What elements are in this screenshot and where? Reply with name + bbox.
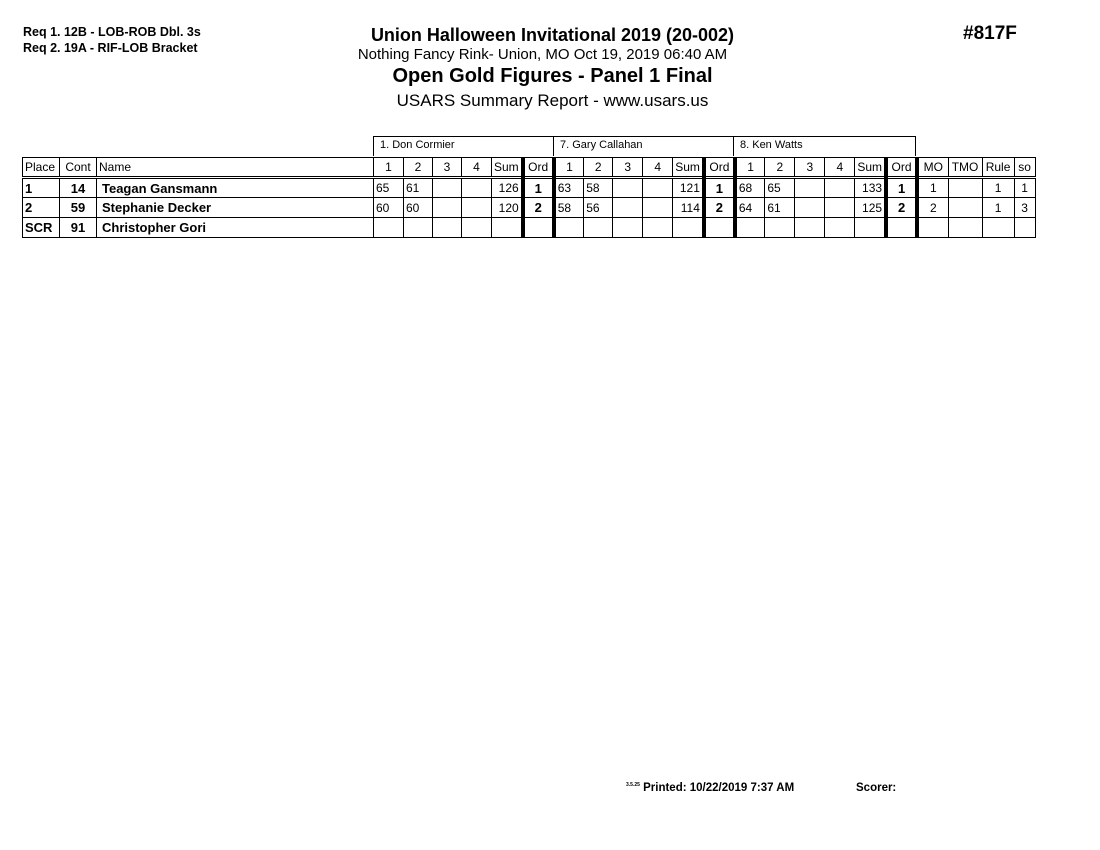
sum: 133 <box>855 178 886 198</box>
score: 64 <box>735 198 765 218</box>
skater-name: Stephanie Decker <box>97 198 374 218</box>
results-table <box>22 157 1036 238</box>
ordinal: 2 <box>886 198 917 218</box>
ordinal <box>886 218 917 238</box>
score <box>613 218 643 238</box>
judge-header-3: 8. Ken Watts <box>733 136 916 156</box>
rule <box>982 218 1014 238</box>
sum <box>492 218 523 238</box>
table-row <box>23 218 1036 238</box>
rule: 1 <box>982 178 1014 198</box>
score <box>462 218 492 238</box>
sum: 126 <box>492 178 523 198</box>
col-j3-sum: Sum <box>855 158 886 178</box>
mo: 1 <box>917 178 948 198</box>
score: 63 <box>554 178 584 198</box>
event-title: Open Gold Figures - Panel 1 Final <box>392 65 713 87</box>
sum <box>855 218 886 238</box>
sum: 120 <box>492 198 523 218</box>
col-j1-ord: Ord <box>523 158 554 178</box>
cont: 14 <box>60 178 97 198</box>
score <box>765 218 795 238</box>
table-row <box>23 178 1036 198</box>
score: 61 <box>404 178 433 198</box>
score <box>825 218 855 238</box>
score: 61 <box>765 198 795 218</box>
printed-date: Printed: 10/22/2019 7:37 AM <box>643 782 795 794</box>
score: 68 <box>735 178 765 198</box>
score <box>433 218 462 238</box>
col-j1-sum: Sum <box>492 158 523 178</box>
score: 65 <box>765 178 795 198</box>
skater-name: Christopher Gori <box>97 218 374 238</box>
col-j2-sum: Sum <box>673 158 704 178</box>
col-j2-s1: 1 <box>554 158 584 178</box>
so: 3 <box>1014 198 1035 218</box>
col-j3-ord: Ord <box>886 158 917 178</box>
ordinal: 1 <box>523 178 554 198</box>
requirement-1: Req 1. 12B - LOB-ROB Dbl. 3s <box>23 25 201 39</box>
score <box>795 178 825 198</box>
col-j1-s1: 1 <box>374 158 404 178</box>
col-mo: MO <box>917 158 948 178</box>
col-rule: Rule <box>982 158 1014 178</box>
col-place: Place <box>23 158 60 178</box>
score <box>825 198 855 218</box>
col-j2-s4: 4 <box>643 158 673 178</box>
score <box>613 178 643 198</box>
sum: 121 <box>673 178 704 198</box>
score <box>643 178 673 198</box>
score <box>584 218 613 238</box>
score <box>462 178 492 198</box>
report-title: USARS Summary Report - www.usars.us <box>396 91 709 110</box>
table-row <box>23 198 1036 218</box>
tmo <box>948 178 982 198</box>
mo: 2 <box>917 198 948 218</box>
version: 3.5.25 <box>626 782 640 788</box>
score <box>404 218 433 238</box>
score <box>643 198 673 218</box>
col-j3-s2: 2 <box>765 158 795 178</box>
score <box>643 218 673 238</box>
score <box>554 218 584 238</box>
score: 60 <box>404 198 433 218</box>
col-j3-s4: 4 <box>825 158 855 178</box>
venue-date: Nothing Fancy Rink- Union, MO Oct 19, 2019 06:40 AM <box>357 46 728 63</box>
skater-name: Teagan Gansmann <box>97 178 374 198</box>
score <box>613 198 643 218</box>
score: 58 <box>584 178 613 198</box>
place: SCR <box>23 218 60 238</box>
judge-header-2: 7. Gary Callahan <box>553 136 734 156</box>
place: 1 <box>23 178 60 198</box>
printed-footer <box>626 782 794 794</box>
so: 1 <box>1014 178 1035 198</box>
score <box>462 198 492 218</box>
score <box>795 218 825 238</box>
score <box>433 178 462 198</box>
score: 65 <box>374 178 404 198</box>
competition-title: Union Halloween Invitational 2019 (20-002) <box>370 25 735 45</box>
col-name: Name <box>97 158 374 178</box>
ordinal: 1 <box>886 178 917 198</box>
so <box>1014 218 1035 238</box>
scorer-label: Scorer: <box>856 782 897 794</box>
mo <box>917 218 948 238</box>
col-tmo: TMO <box>948 158 982 178</box>
requirement-2: Req 2. 19A - RIF-LOB Bracket <box>23 41 198 55</box>
score <box>825 178 855 198</box>
ordinal: 2 <box>523 198 554 218</box>
ordinal: 2 <box>704 198 735 218</box>
rule: 1 <box>982 198 1014 218</box>
col-j2-s3: 3 <box>613 158 643 178</box>
col-j3-s1: 1 <box>735 158 765 178</box>
judge-header-1: 1. Don Cormier <box>373 136 554 156</box>
col-cont: Cont <box>60 158 97 178</box>
score: 60 <box>374 198 404 218</box>
col-j1-s3: 3 <box>433 158 462 178</box>
ordinal <box>704 218 735 238</box>
col-so: so <box>1014 158 1035 178</box>
tmo <box>948 218 982 238</box>
cont: 59 <box>60 198 97 218</box>
sum: 125 <box>855 198 886 218</box>
header-row <box>23 158 1036 178</box>
score <box>735 218 765 238</box>
sum <box>673 218 704 238</box>
col-j3-s3: 3 <box>795 158 825 178</box>
score <box>374 218 404 238</box>
col-j1-s4: 4 <box>462 158 492 178</box>
score <box>433 198 462 218</box>
event-number: #817F <box>963 23 1017 44</box>
score: 58 <box>554 198 584 218</box>
place: 2 <box>23 198 60 218</box>
cont: 91 <box>60 218 97 238</box>
ordinal <box>523 218 554 238</box>
col-j2-s2: 2 <box>584 158 613 178</box>
col-j2-ord: Ord <box>704 158 735 178</box>
col-j1-s2: 2 <box>404 158 433 178</box>
score <box>795 198 825 218</box>
tmo <box>948 198 982 218</box>
ordinal: 1 <box>704 178 735 198</box>
score: 56 <box>584 198 613 218</box>
sum: 114 <box>673 198 704 218</box>
